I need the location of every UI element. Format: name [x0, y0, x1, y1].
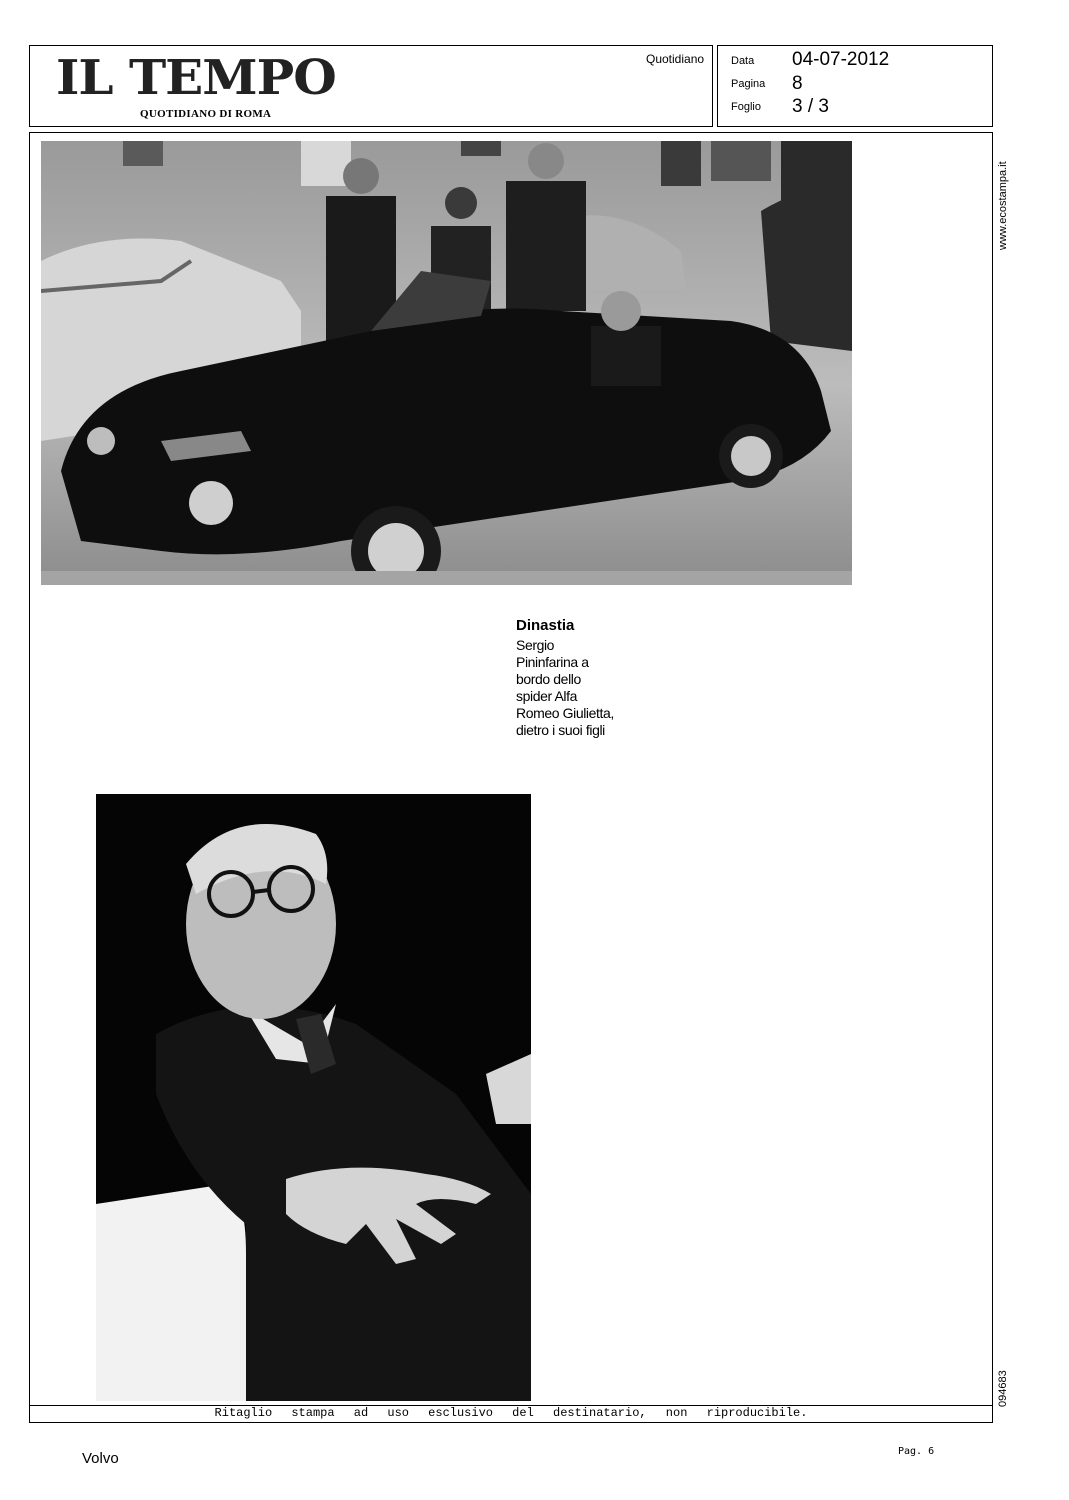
- caption-body: Sergio Pininfarina a bordo dello spider Alfa Romeo Giulietta, dietro i suoi figli: [516, 637, 614, 738]
- page-label: Pagina: [731, 78, 766, 90]
- page-value: 8: [792, 73, 803, 94]
- photo-car-family: [41, 141, 852, 585]
- date-value: 04-07-2012: [792, 49, 890, 70]
- car-illustration: [41, 141, 852, 585]
- client-name: Volvo: [82, 1450, 119, 1467]
- caption-title: Dinastia: [516, 617, 575, 634]
- portrait-illustration: [96, 794, 531, 1401]
- sheet-value: 3 / 3: [792, 96, 829, 117]
- photo-portrait: [96, 794, 531, 1401]
- page-number: Pag. 6: [898, 1446, 935, 1457]
- newspaper-logo: IL TEMPO: [56, 49, 336, 106]
- footer-notice: Ritaglio stampa ad uso esclusivo del destinatario, non riproducibile.: [214, 1406, 808, 1420]
- sheet-label: Foglio: [731, 101, 761, 113]
- newspaper-subtitle: QUOTIDIANO DI ROMA: [140, 108, 272, 120]
- side-code: 094683: [997, 1370, 1009, 1407]
- side-website: www.ecostampa.it: [997, 161, 1009, 250]
- publication-type: Quotidiano: [646, 52, 705, 66]
- date-label: Data: [731, 55, 755, 67]
